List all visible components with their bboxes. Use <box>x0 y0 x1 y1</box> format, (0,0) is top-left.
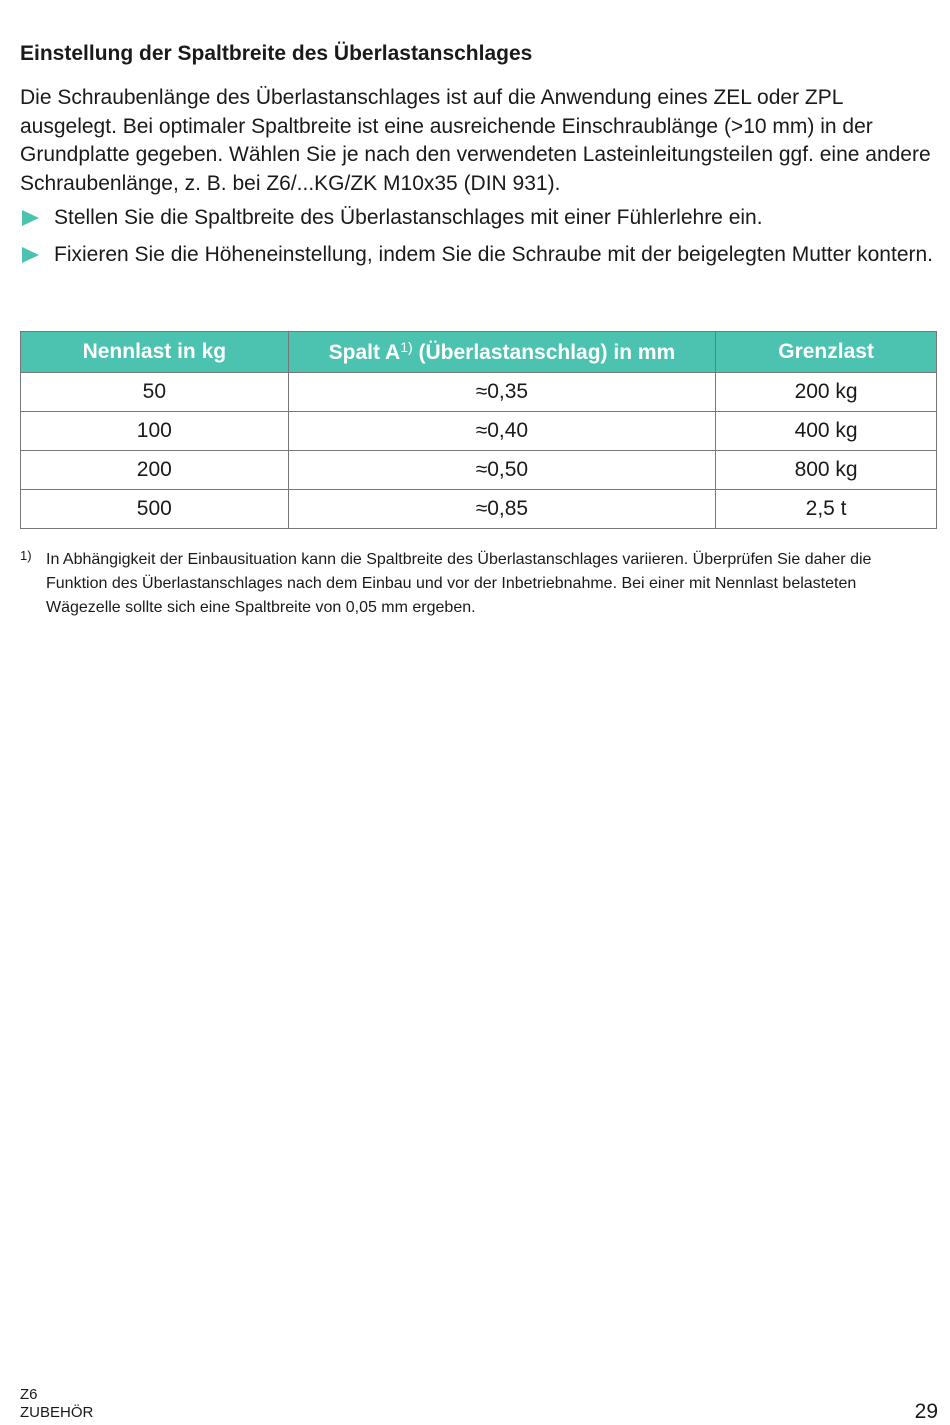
footnote <box>20 548 935 620</box>
cell-grenzlast: 200 kg <box>716 373 937 412</box>
column-header-nennlast: Nennlast in kg <box>21 332 289 373</box>
table-row <box>21 412 937 451</box>
page-number: 29 <box>914 1400 938 1423</box>
table-row <box>21 373 937 412</box>
cell-nennlast: 100 <box>21 412 289 451</box>
cell-grenzlast: 800 kg <box>716 451 937 490</box>
cell-grenzlast: 400 kg <box>716 412 937 451</box>
cell-spalt: ≈0,85 <box>288 490 716 529</box>
instruction-step-text: Fixieren Sie die Höheneinstellung, indem Sie die Schraube mit der beigelegten Mutter kontern. <box>54 243 934 266</box>
triangle-bullet-icon <box>22 210 39 226</box>
section-heading: Einstellung der Spaltbreite des Überlastanschlages <box>20 42 533 65</box>
footnote-reference: 1) <box>400 339 413 355</box>
cell-nennlast: 50 <box>21 373 289 412</box>
column-header-grenzlast: Grenzlast <box>716 332 937 373</box>
gap-width-table <box>20 331 937 529</box>
footer-product-info <box>20 1386 93 1422</box>
cell-nennlast: 500 <box>21 490 289 529</box>
instruction-step <box>20 204 935 232</box>
intro-paragraph: Die Schraubenlänge des Überlastanschlages ist auf die Anwendung eines ZEL oder ZPL ausgelegt. Bei optimaler Spaltbreite ist eine ausreichende Einschraublänge (>10 mm) in der Grundplatte gegeben. Wählen Sie je nach den verwendeten Lasteinleitungsteilen ggf. eine andere Schraubenlänge, z. B. bei Z6/...KG/ZK M10x35 (DIN 931). <box>20 86 931 195</box>
instruction-step-text: Stellen Sie die Spaltbreite des Überlastanschlages mit einer Fühlerlehre ein. <box>54 206 763 229</box>
instruction-step <box>20 241 935 269</box>
footer-section: ZUBEHÖR <box>20 1404 94 1421</box>
cell-spalt: ≈0,40 <box>288 412 716 451</box>
cell-nennlast: 200 <box>21 451 289 490</box>
cell-grenzlast: 2,5 t <box>716 490 937 529</box>
cell-spalt: ≈0,50 <box>288 451 716 490</box>
triangle-bullet-icon <box>22 247 39 263</box>
cell-spalt: ≈0,35 <box>288 373 716 412</box>
instruction-steps <box>20 204 935 278</box>
table-header-row <box>21 332 937 373</box>
footnote-text: In Abhängigkeit der Einbausituation kann die Spaltbreite des Überlastanschlages variieren. Überprüfen Sie daher die Funktion des Überlastanschlages nach dem Einbau und vor der Inbetriebnahme. Bei einer mit Nennlast belasteten Wägezelle sollte sich eine Spaltbreite von 0,05 mm ergeben. <box>46 551 872 616</box>
footer-product: Z6 <box>20 1386 38 1403</box>
column-header-spalt-main: Spalt A <box>328 341 401 364</box>
table-row <box>21 451 937 490</box>
footnote-marker: 1) <box>20 548 32 563</box>
column-header-spalt <box>288 332 716 373</box>
column-header-spalt-rest: (Überlastanschlag) in mm <box>412 341 676 364</box>
table-row <box>21 490 937 529</box>
